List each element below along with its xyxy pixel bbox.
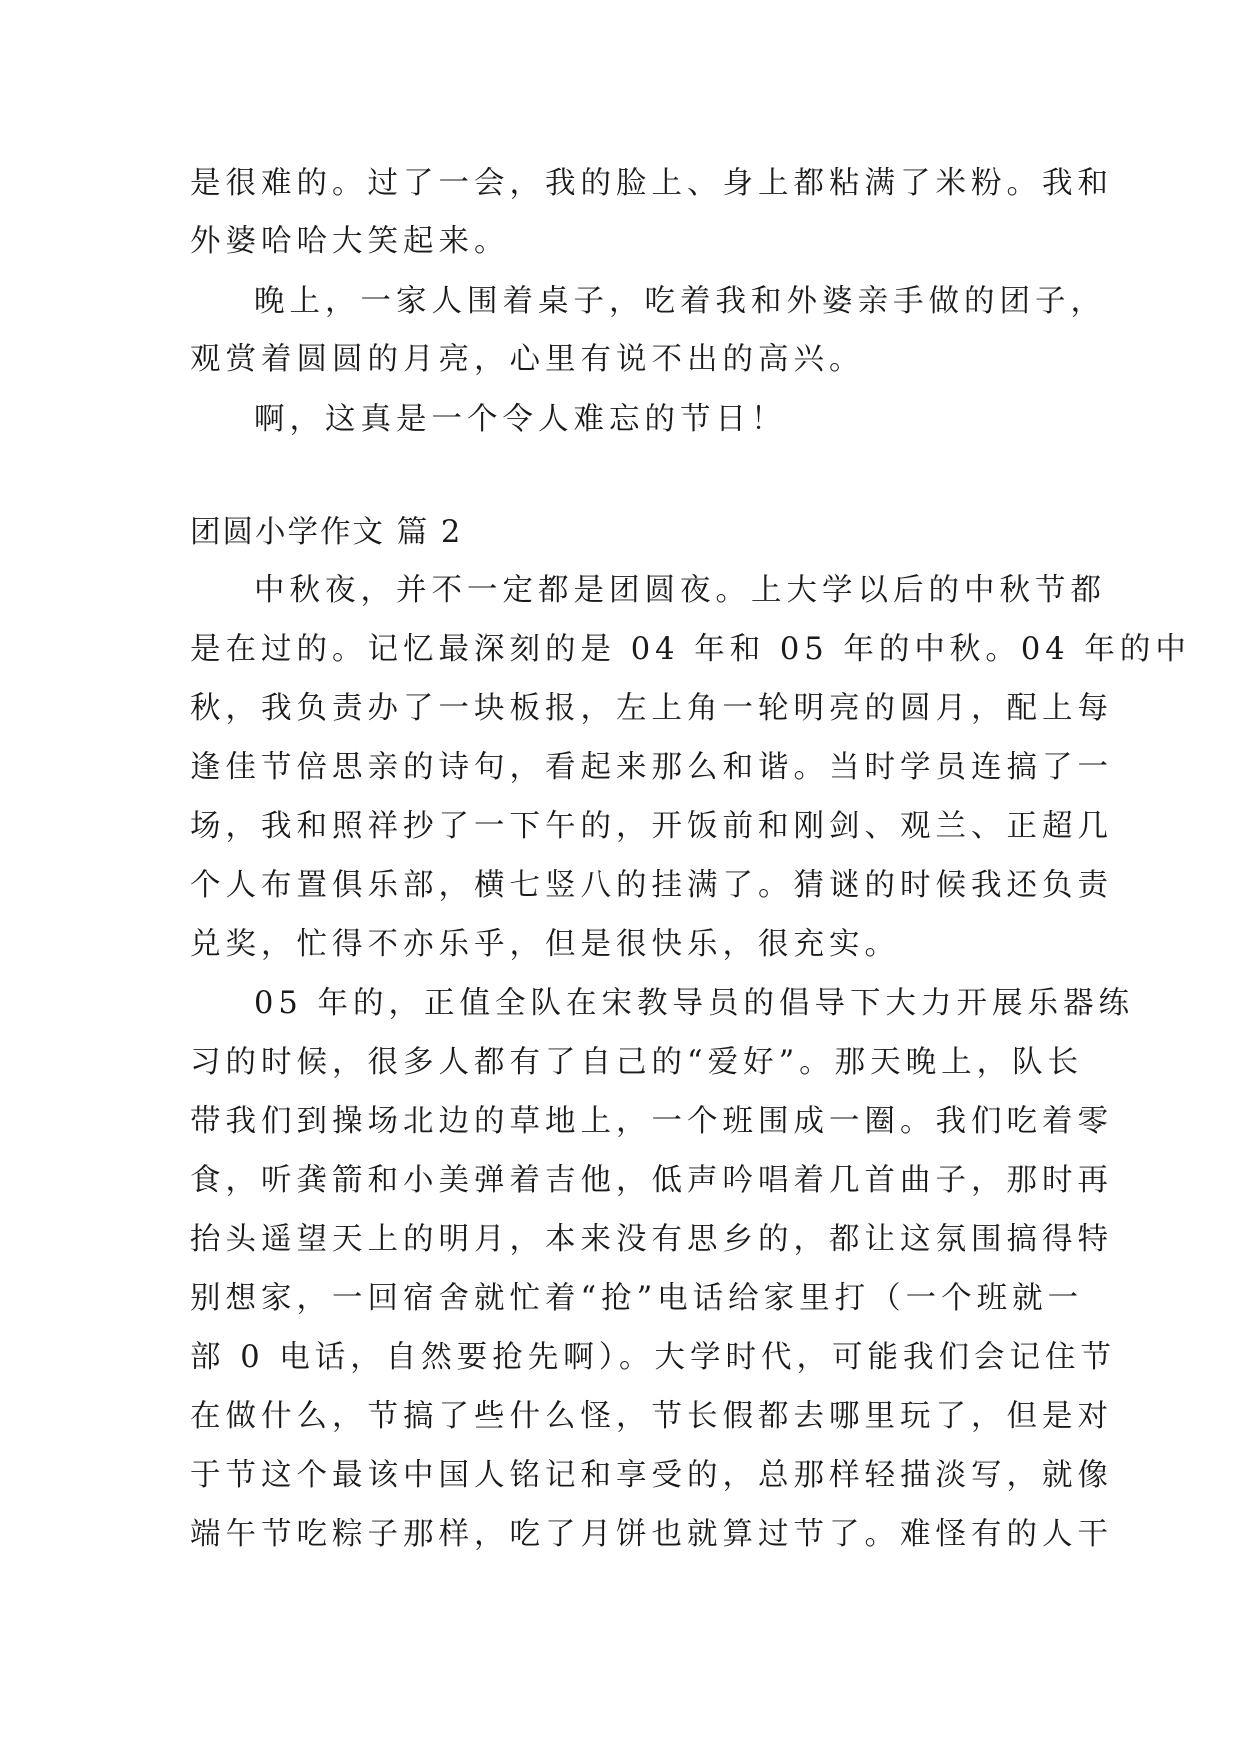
paragraph-line: 中秋夜，并不一定都是团圆夜。上大学以后的中秋节都	[254, 573, 1106, 608]
paragraph-line: 食，听龚箭和小美弹着吉他，低声吟唱着几首曲子，那时再	[190, 1163, 1113, 1198]
paragraph-line: 在做什么，节搞了些什么怪，节长假都去哪里玩了，但是对	[190, 1399, 1113, 1434]
paragraph-line: 场，我和照祥抄了一下午的，开饭前和刚剑、观兰、正超几	[190, 809, 1113, 844]
paragraph-line: 观赏着圆圆的月亮，心里有说不出的高兴。	[190, 342, 865, 377]
paragraph-line: 部 0 电话，自然要抢先啊）。大学时代，可能我们会记住节	[190, 1340, 1117, 1375]
paragraph-line: 于节这个最该中国人铭记和享受的，总那样轻描淡写，就像	[190, 1458, 1113, 1493]
paragraph-line: 外婆哈哈大笑起来。	[190, 224, 510, 259]
paragraph-line: 逢佳节倍思亲的诗句，看起来那么和谐。当时学员连搞了一	[190, 750, 1113, 785]
paragraph-line: 啊，这真是一个令人难忘的节日！	[254, 402, 787, 437]
paragraph-line: 兑奖，忙得不亦乐乎，但是很快乐，很充实。	[190, 927, 900, 962]
paragraph-line: 习的时候，很多人都有了自己的“爱好”。那天晚上，队长	[190, 1045, 1084, 1080]
paragraph-line: 秋，我负责办了一块板报，左上角一轮明亮的圆月，配上每	[190, 691, 1113, 726]
paragraph-line: 抬头遥望天上的明月，本来没有思乡的，都让这氛围搞得特	[190, 1222, 1113, 1257]
paragraph-line: 带我们到操场北边的草地上，一个班围成一圈。我们吃着零	[190, 1104, 1113, 1139]
section-heading: 团圆小学作文 篇 2	[190, 515, 463, 550]
paragraph-line: 端午节吃粽子那样，吃了月饼也就算过节了。难怪有的人干	[190, 1517, 1113, 1552]
paragraph-line: 是在过的。记忆最深刻的是 04 年和 05 年的中秋。04 年的中	[190, 632, 1191, 667]
paragraph-line: 个人布置俱乐部，横七竖八的挂满了。猜谜的时候我还负责	[190, 868, 1113, 903]
paragraph-line: 是很难的。过了一会，我的脸上、身上都粘满了米粉。我和	[190, 166, 1113, 201]
paragraph-line: 晚上，一家人围着桌子，吃着我和外婆亲手做的团子，	[254, 284, 1106, 319]
paragraph-line: 别想家，一回宿舍就忙着“抢”电话给家里打（一个班就一	[190, 1281, 1084, 1316]
paragraph-line: 05 年的，正值全队在宋教导员的倡导下大力开展乐器练	[254, 986, 1135, 1021]
